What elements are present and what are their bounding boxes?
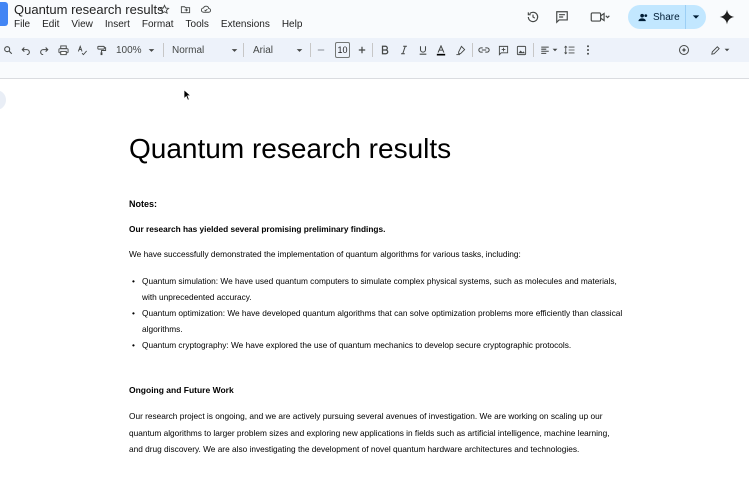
- comments-button[interactable]: [553, 8, 571, 26]
- share-main[interactable]: [628, 5, 686, 29]
- toolbar-divider: [310, 43, 311, 57]
- refresh-sparkle-icon: [678, 44, 690, 56]
- menu-help[interactable]: Help: [281, 19, 303, 30]
- paragraph-style-value: Normal: [172, 44, 205, 56]
- toolbar-divider: [163, 43, 164, 57]
- people-icon: [638, 12, 649, 23]
- font-select[interactable]: [253, 43, 303, 57]
- line-spacing-icon: [564, 45, 575, 55]
- history-icon: [526, 10, 540, 24]
- menu-file[interactable]: File: [14, 19, 31, 30]
- line-spacing-button[interactable]: [564, 43, 575, 57]
- zoom-select[interactable]: [116, 43, 156, 57]
- redo-icon: [39, 45, 49, 55]
- spelling-check-button[interactable]: [77, 43, 88, 57]
- menu-extensions[interactable]: Extensions: [220, 19, 270, 30]
- title-icons: [158, 3, 212, 15]
- paragraph-style-select[interactable]: [172, 43, 238, 57]
- star-icon[interactable]: [158, 3, 170, 15]
- menu-bar: [14, 19, 302, 30]
- plus-icon: [358, 46, 366, 54]
- underline-icon: [418, 45, 428, 55]
- section-heading: Ongoing and Future Work: [129, 385, 234, 395]
- bold-button[interactable]: [380, 43, 390, 57]
- share-button[interactable]: [628, 5, 706, 29]
- italic-button[interactable]: [399, 43, 409, 57]
- comment-icon: [555, 10, 569, 24]
- toolbar-divider: [533, 43, 534, 57]
- image-icon: [516, 45, 527, 56]
- toolbar-divider: [472, 43, 473, 57]
- caret-down-icon: [552, 47, 558, 53]
- underline-button[interactable]: [418, 43, 428, 57]
- docs-logo-icon[interactable]: [0, 2, 8, 26]
- more-options-button[interactable]: [586, 43, 590, 57]
- text-color-icon: [436, 45, 446, 56]
- increase-font-size-button[interactable]: [358, 43, 366, 57]
- add-comment-button[interactable]: [498, 43, 509, 57]
- formatting-toolbar: [0, 38, 749, 62]
- link-icon: [478, 45, 490, 55]
- zoom-value: 100%: [116, 44, 142, 56]
- search-menus-button[interactable]: [3, 43, 13, 57]
- list-item: • Quantum simulation: We have used quantum computers to simulate complex physical systems, such as molecules and materials, with unprecedented accuracy.: [129, 273, 629, 305]
- findings-list: [129, 273, 629, 353]
- share-dropdown[interactable]: [686, 5, 706, 29]
- mouse-pointer-icon: [183, 88, 191, 106]
- search-icon: [3, 45, 13, 55]
- gemini-button[interactable]: [718, 8, 736, 26]
- document-title[interactable]: Quantum research results: [14, 2, 164, 17]
- document-heading: Quantum research results: [129, 133, 452, 164]
- sparkle-icon: [719, 9, 735, 25]
- undo-button[interactable]: [21, 43, 31, 57]
- caret-down-icon: [296, 47, 303, 54]
- menu-edit[interactable]: Edit: [42, 19, 60, 30]
- document-content[interactable]: [129, 133, 629, 454]
- decrease-font-size-button[interactable]: [317, 43, 325, 57]
- list-item: • Quantum cryptography: We have explored the use of quantum mechanics to develop secure cryptographic protocols.: [129, 337, 629, 353]
- add-comment-icon: [498, 45, 509, 56]
- align-left-icon: [540, 45, 550, 55]
- menu-view[interactable]: View: [71, 19, 93, 30]
- share-label: Share: [653, 11, 680, 23]
- more-vert-icon: [586, 45, 590, 55]
- toolbar-divider: [372, 43, 373, 57]
- list-item: • Quantum optimization: We have developed quantum algorithms that can solve optimization problems more efficiently than classical algorithms.: [129, 305, 629, 337]
- caret-down-icon: [692, 13, 700, 21]
- video-camera-icon: [589, 10, 611, 24]
- minus-icon: [317, 46, 325, 54]
- menu-insert[interactable]: Insert: [104, 19, 130, 30]
- caret-down-icon: [231, 47, 238, 54]
- pencil-icon: [710, 45, 721, 56]
- move-folder-icon[interactable]: [179, 3, 191, 15]
- version-history-button[interactable]: [524, 8, 542, 26]
- highlight-color-button[interactable]: [455, 43, 466, 57]
- caret-down-icon: [724, 47, 730, 53]
- meet-button[interactable]: [587, 8, 613, 26]
- paint-roller-icon: [96, 45, 107, 56]
- print-button[interactable]: [58, 43, 69, 57]
- cloud-saved-icon[interactable]: [200, 3, 212, 15]
- redo-button[interactable]: [39, 43, 49, 57]
- insert-image-button[interactable]: [516, 43, 527, 57]
- text-color-button[interactable]: [436, 43, 446, 57]
- section-paragraph: Our research project is ongoing, and we are actively pursuing several avenues of investigation. We are working on scaling up our quantum algorithms to larger problem sizes and exploring new applications in fields such as artificial intelligence, machine learning, and drug discovery. We are also investigating the development of novel quantum hardware architectures and technologies.: [129, 411, 610, 454]
- gemini-help-me-write-button[interactable]: [678, 43, 690, 57]
- editing-mode-select[interactable]: [709, 43, 731, 57]
- italic-icon: [399, 45, 409, 55]
- menu-format[interactable]: Format: [141, 19, 174, 30]
- intro-paragraph: We have successfully demonstrated the implementation of quantum algorithms for various tasks, including:: [129, 249, 521, 259]
- undo-icon: [21, 45, 31, 55]
- spellcheck-icon: [77, 45, 88, 56]
- bold-icon: [380, 45, 390, 55]
- insert-link-button[interactable]: [478, 43, 490, 57]
- highlighter-icon: [455, 45, 466, 56]
- intro-bold-paragraph: Our research has yielded several promising preliminary findings.: [129, 224, 386, 234]
- title-bar: [0, 0, 749, 36]
- notes-label: Notes:: [129, 199, 158, 209]
- align-select[interactable]: [539, 43, 559, 57]
- toolbar-divider: [243, 43, 244, 57]
- paint-format-button[interactable]: [96, 43, 107, 57]
- caret-down-icon: [148, 47, 155, 54]
- print-icon: [58, 45, 69, 56]
- font-value: Arial: [253, 44, 274, 56]
- font-size-input[interactable]: 10: [335, 42, 350, 58]
- menu-tools[interactable]: Tools: [185, 19, 209, 30]
